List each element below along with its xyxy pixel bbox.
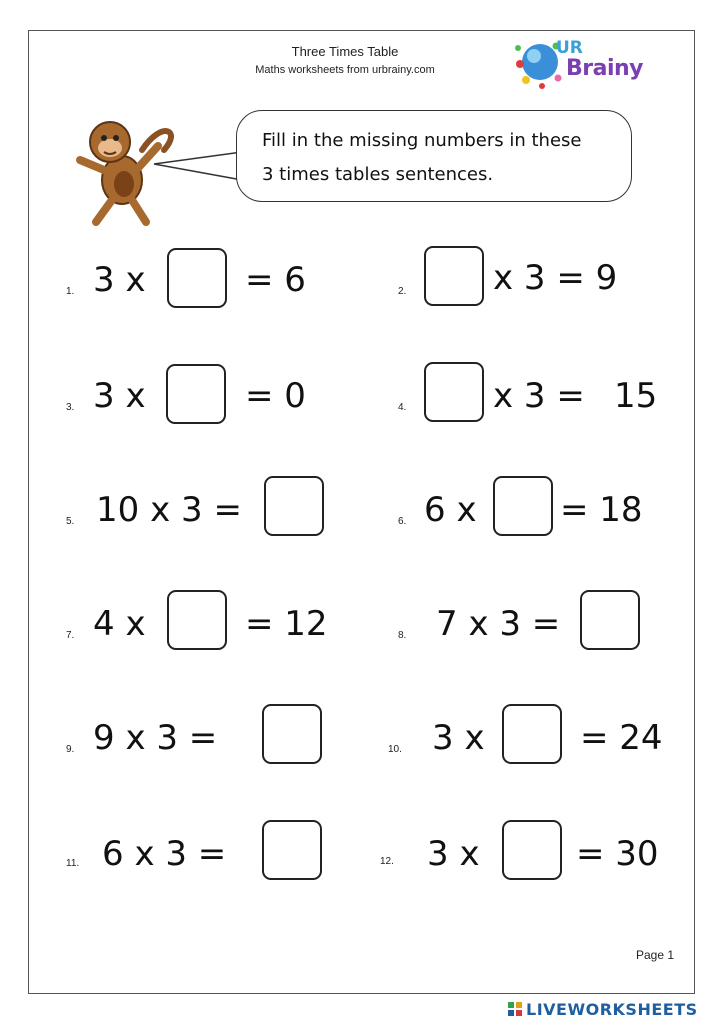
answer-box[interactable] — [424, 362, 484, 422]
question-text: 4 x — [93, 604, 146, 644]
answer-box[interactable] — [167, 590, 227, 650]
answer-box[interactable] — [264, 476, 324, 536]
question-number: 8. — [398, 630, 407, 641]
worksheet-title: Three Times Table — [291, 44, 399, 59]
question-text: 15 — [614, 376, 658, 416]
question-text: 3 x — [427, 834, 480, 874]
question-text: 6 x 3 = — [102, 834, 227, 874]
question-text: x 3 = — [493, 376, 585, 416]
liveworksheets-logo-icon — [508, 1002, 522, 1016]
question-number: 3. — [66, 402, 75, 413]
answer-box[interactable] — [262, 820, 322, 880]
question-text: = 6 — [245, 260, 306, 300]
question-number: 11. — [66, 858, 80, 869]
question-text: x 3 = 9 — [493, 258, 618, 298]
question-text: = 12 — [245, 604, 328, 644]
question-number: 2. — [398, 286, 407, 297]
logo-brainy-text: Brainy — [566, 56, 644, 81]
question-text: = 0 — [245, 376, 306, 416]
answer-box[interactable] — [424, 246, 484, 306]
question-number: 9. — [66, 744, 75, 755]
question-text: 10 x 3 = — [96, 490, 242, 530]
question-text: = 30 — [576, 834, 659, 874]
question-number: 12. — [380, 856, 394, 867]
question-text: 6 x — [424, 490, 477, 530]
question-text: 7 x 3 = — [436, 604, 561, 644]
liveworksheets-watermark: LIVEWORKSHEETS — [526, 1000, 698, 1019]
instructions-text — [262, 124, 622, 192]
answer-box[interactable] — [493, 476, 553, 536]
instructions-line-1: Fill in the missing numbers in these — [262, 130, 582, 151]
logo-ur-text: UR — [556, 38, 583, 58]
speech-bubble-tail — [150, 140, 250, 190]
answer-box[interactable] — [502, 820, 562, 880]
question-number: 4. — [398, 402, 407, 413]
question-number: 6. — [398, 516, 407, 527]
question-number: 7. — [66, 630, 75, 641]
question-text: 3 x — [432, 718, 485, 758]
answer-box[interactable] — [502, 704, 562, 764]
question-text: = 24 — [580, 718, 663, 758]
worksheet-subtitle: Maths worksheets from urbrainy.com — [255, 64, 435, 76]
question-number: 5. — [66, 516, 75, 527]
question-number: 1. — [66, 286, 75, 297]
question-text: 9 x 3 = — [93, 718, 218, 758]
answer-box[interactable] — [166, 364, 226, 424]
question-text: 3 x — [93, 260, 146, 300]
question-text: = 18 — [560, 490, 643, 530]
answer-box[interactable] — [580, 590, 640, 650]
answer-box[interactable] — [167, 248, 227, 308]
page-number: Page 1 — [636, 948, 675, 962]
question-text: 3 x — [93, 376, 146, 416]
question-number: 10. — [388, 744, 402, 755]
answer-box[interactable] — [262, 704, 322, 764]
instructions-line-2: 3 times tables sentences. — [262, 164, 494, 185]
